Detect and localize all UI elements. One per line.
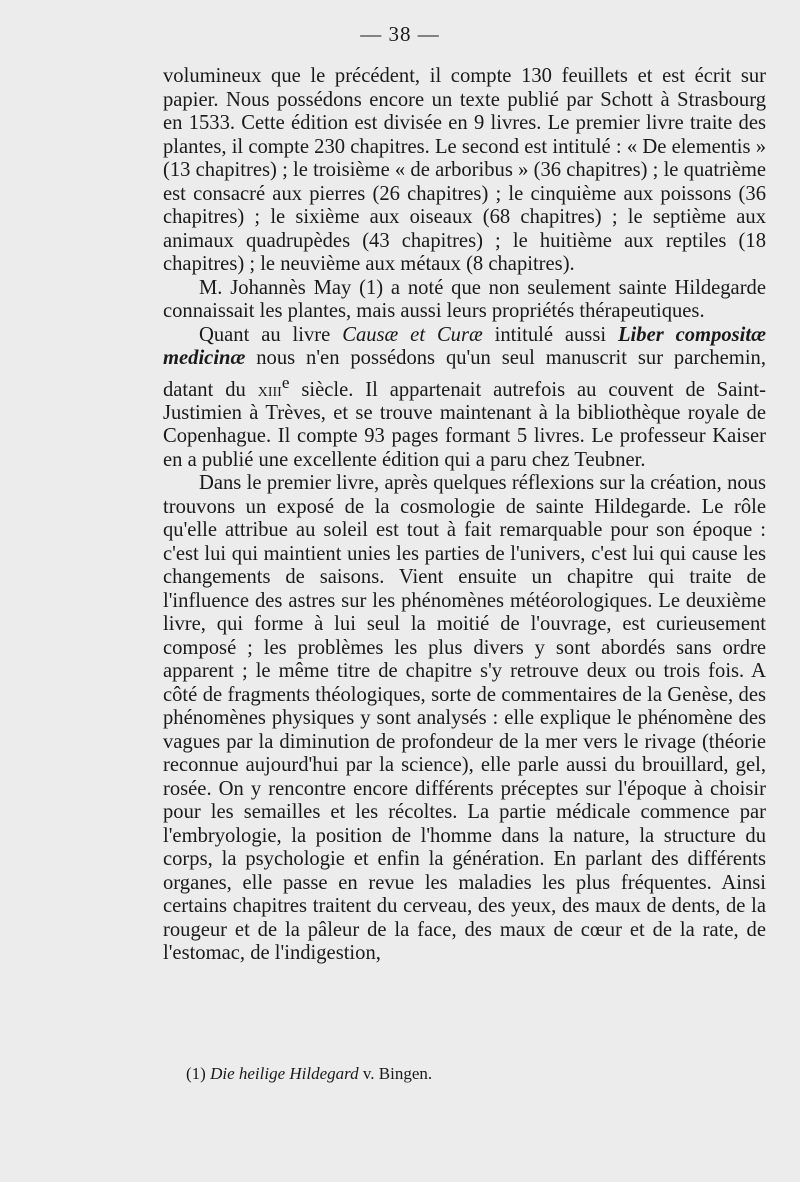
paragraph-3 xyxy=(163,324,766,473)
paragraph-3-text-a: Quant au livre xyxy=(199,323,343,346)
body-text xyxy=(163,65,766,966)
paragraph-4 xyxy=(163,472,766,966)
paragraph-3-text-b: intitulé aussi xyxy=(482,323,618,346)
paragraph-2-text: M. Johannès May (1) a noté que non seulement sainte Hildegarde connaissait les plantes, mais aussi leurs propriétés thérapeutiques. xyxy=(163,276,766,322)
century-superscript: e xyxy=(281,372,290,392)
paragraph-1-text: volumineux que le précédent, il compte 130 feuillets et est écrit sur papier. Nous possédons encore un texte publié par Schott à Strasbourg en 1533. Cette édition est divisée en 9 livres. Le premier livre traite des plantes, il compte 230 chapitres. Le second est intitulé : « De elementis » (13 chapitres) ; le troisième « de arboribus » (36 chapitres) ; le quatrième est consacré aux pierres (26 chapitres) ; le cinquième aux poissons (36 chapitres) ; le sixième aux oiseaux (68 chapitres) ; le septième aux animaux quadrupèdes (43 chapitres) ; le huitième aux reptiles (18 chapitres) ; le neuvième aux métaux (8 chapitres). xyxy=(163,65,766,275)
paragraph-3-text-c: nous n'en possédons qu'un seul manuscrit sur parchemin, datant du xyxy=(163,347,766,401)
title-liber-compositae-medicinae: Liber compositæ medicinæ xyxy=(163,323,766,369)
footnote xyxy=(186,1063,746,1085)
century-numeral: xiii xyxy=(257,378,282,401)
footnote-marker: (1) xyxy=(186,1064,211,1083)
paragraph-2 xyxy=(163,277,766,324)
title-causae-et-curae: Causæ et Curæ xyxy=(342,323,483,346)
paragraph-3-text-d: siècle. Il appartenait autrefois au couvent de Saint-Justimien à Trèves, et se trouve maintenant à la bibliothèque royale de Copenhague. Il compte 93 pages formant 5 livres. Le professeur Kaiser en a publié une excellente édition qui a paru chez Teubner. xyxy=(163,378,766,471)
paragraph-1 xyxy=(163,65,766,277)
footnote-title: Die heilige Hildegard xyxy=(210,1064,359,1083)
footnote-rest: v. Bingen. xyxy=(358,1064,433,1083)
paragraph-4-text: Dans le premier livre, après quelques réflexions sur la création, nous trouvons un exposé de la cosmologie de sainte Hildegarde. Le rôle qu'elle attribue au soleil est tout à fait remarquable pour son époque : c'est lui qui maintient unies les parties de l'univers, c'est lui qui cause les changements de saisons. Vient ensuite un chapitre qui traite de l'influence des astres sur les phénomènes météorologiques. Le deuxième livre, qui forme à lui seul la moitié de l'ouvrage, est curieusement composé ; les problèmes les plus divers y sont abordés sans ordre apparent ; le même titre de chapitre s'y retrouve deux ou trois fois. A côté de fragments théologiques, sorte de commentaires de la Genèse, des phénomènes physiques y sont analysés : elle explique le phénomène des vagues par la diminution de profondeur de la mer vers le rivage (théorie reconnue aujourd'hui par la science), elle parle aussi du brouillard, gel, rosée. On y rencontre encore différents préceptes sur l'époque à choisir pour les semailles et les récoltes. La partie médicale commence par l'embryologie, la position de l'homme dans la nature, la structure du corps, la psychologie et enfin la génération. En parlant des différents organes, elle passe en revue les maladies les plus fréquentes. Ainsi certains chapitres traitent du cerveau, des yeux, des maux de dents, de la rougeur et de la pâleur de la face, des maux de cœur et de la rate, de l'estomac, de l'indigestion, xyxy=(163,472,766,965)
page-number: — 38 — xyxy=(360,22,440,46)
